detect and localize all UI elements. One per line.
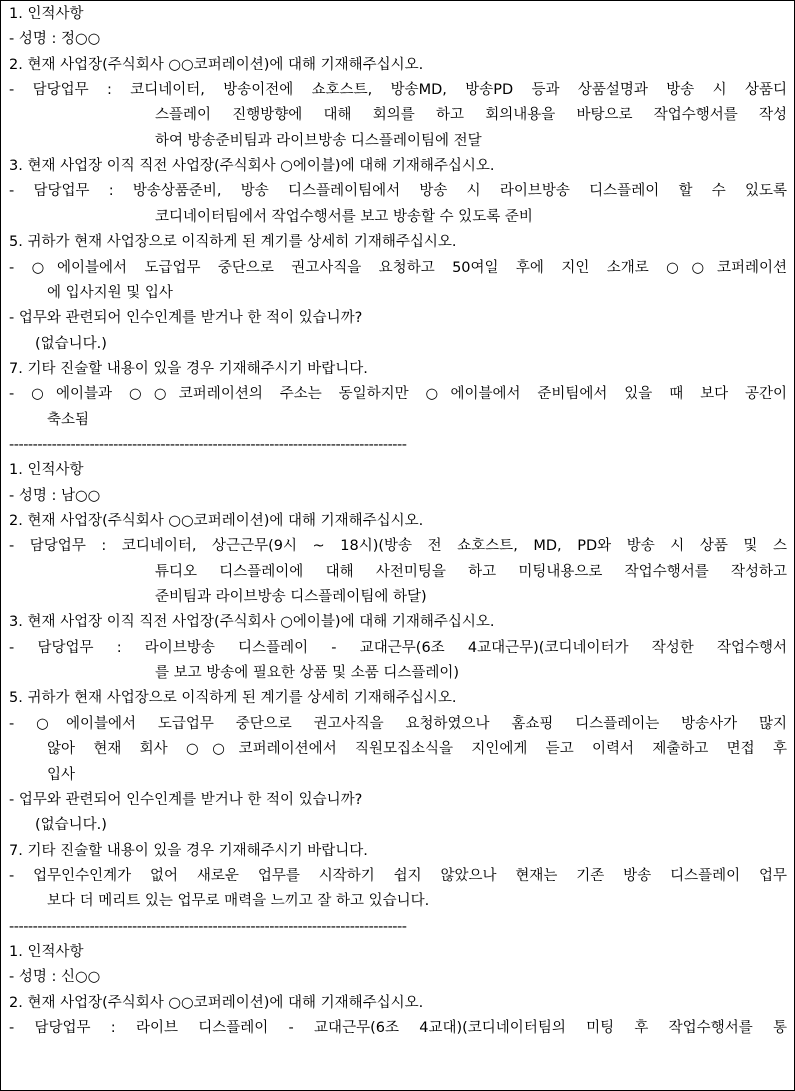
text-line-answer: (없습니다.) [35, 335, 107, 352]
record-separator: ------------------------------------------------------------------------------------ [9, 918, 407, 935]
text-line-bullet: - 성명 : 신○○ [9, 969, 101, 986]
text-line-bullet: - ○에이블에서 도급업무 중단으로 권고사직을 요청하고 50여일 후에 지인 소개로 ○○코퍼레이션 [9, 259, 787, 276]
text-line-cont1: 에 입사지원 및 입사 [47, 284, 173, 301]
text-line-cont2: 하여 방송준비팀과 라이브방송 디스플레이팀에 전달 [155, 132, 482, 149]
text-line-heading: 7. 기타 진술할 내용이 있을 경우 기재해주시기 바랍니다. [9, 360, 368, 377]
text-line-cont1: 않아 현재 회사 ○○코퍼레이션에서 직원모집소식을 지인에게 듣고 이력서 제출하고 면접 후 [47, 741, 787, 758]
record-separator: ------------------------------------------------------------------------------------ [9, 436, 407, 453]
text-line-answer: (없습니다.) [35, 817, 107, 834]
text-line-cont2: 코디네이터팀에서 작업수행서를 보고 방송할 수 있도록 준비 [155, 208, 533, 225]
text-line-cont2: 스플레이 진행방향에 대해 회의를 하고 회의내용을 바탕으로 작업수행서를 작성 [155, 107, 787, 124]
text-line-heading: 2. 현재 사업장(주식회사 ○○코퍼레이션)에 대해 기재해주십시오. [9, 513, 424, 529]
text-line-heading: 5. 귀하가 현재 사업장으로 이직하게 된 계기를 상세히 기재해주십시오. [9, 234, 457, 251]
text-line-heading: 5. 귀하가 현재 사업장으로 이직하게 된 계기를 상세히 기재해주십시오. [9, 690, 457, 707]
text-line-bullet: - 담당업무 : 코디네이터, 방송이전에 쇼호스트, 방송MD, 방송PD 등과 상품설명과 방송 시 상품디 [9, 82, 787, 99]
text-line-heading: 1. 인적사항 [9, 6, 84, 22]
text-line-heading: 3. 현재 사업장 이직 직전 사업장(주식회사 ○에이블)에 대해 기재해주십시오. [9, 614, 495, 631]
text-line-heading: 3. 현재 사업장 이직 직전 사업장(주식회사 ○에이블)에 대해 기재해주십시오. [9, 158, 495, 175]
text-line-cont2: 튜디오 디스플레이에 대해 사전미팅을 하고 미팅내용으로 작업수행서를 작성하고 [155, 563, 787, 580]
text-line-heading: 7. 기타 진술할 내용이 있을 경우 기재해주시기 바랍니다. [9, 842, 368, 859]
text-line-bullet: - 업무와 관련되어 인수인계를 받거나 한 적이 있습니까? [9, 310, 363, 327]
text-line-bullet: - ○에이블과 ○○코퍼레이션의 주소는 동일하지만 ○에이블에서 준비팀에서 있을 때 보다 공간이 [9, 386, 787, 403]
text-line-heading: 2. 현재 사업장(주식회사 ○○코퍼레이션)에 대해 기재해주십시오. [9, 56, 424, 73]
text-line-bullet: - 담당업무 : 라이브 디스플레이 - 교대근무(6조 4교대)(코디네이터팀의 미팅 후 작업수행서를 통 [9, 1020, 787, 1036]
text-line-cont2: 준비팀과 라이브방송 디스플레이팀에 하달) [155, 589, 427, 606]
text-line-bullet: - 성명 : 남○○ [9, 487, 101, 504]
text-line-cont1: 입사 [47, 766, 76, 783]
text-line-cont2: 를 보고 방송에 필요한 상품 및 소품 디스플레이) [155, 665, 460, 682]
text-line-heading: 2. 현재 사업장(주식회사 ○○코퍼레이션)에 대해 기재해주십시오. [9, 994, 424, 1011]
text-line-bullet: - 담당업무 : 코디네이터, 상근근무(9시 ~ 18시)(방송 전 쇼호스트, MD, PD와 방송 시 상품 및 스 [9, 538, 787, 555]
text-line-bullet: - ○에이블에서 도급업무 중단으로 권고사직을 요청하였으나 홈쇼핑 디스플레이는 방송사가 많지 [9, 715, 787, 732]
text-line-cont1: 축소됨 [47, 411, 90, 428]
text-line-bullet: - 성명 : 정○○ [9, 31, 101, 48]
text-line-bullet: - 담당업무 : 방송상품준비, 방송 디스플레이팀에서 방송 시 라이브방송 디스플레이 할 수 있도록 [9, 183, 787, 200]
text-line-heading: 1. 인적사항 [9, 462, 84, 479]
text-line-bullet: - 업무인수인계가 없어 새로운 업무를 시작하기 쉽지 않았으나 현재는 기존 방송 디스플레이 업무 [9, 867, 787, 884]
text-line-heading: 1. 인적사항 [9, 943, 84, 960]
text-line-cont1: 보다 더 메리트 있는 업무로 매력을 느끼고 잘 하고 있습니다. [47, 893, 430, 910]
text-line-bullet: - 업무와 관련되어 인수인계를 받거나 한 적이 있습니까? [9, 791, 363, 808]
text-line-bullet: - 담당업무 : 라이브방송 디스플레이 - 교대근무(6조 4교대근무)(코디네이터가 작성한 작업수행서 [9, 639, 787, 656]
